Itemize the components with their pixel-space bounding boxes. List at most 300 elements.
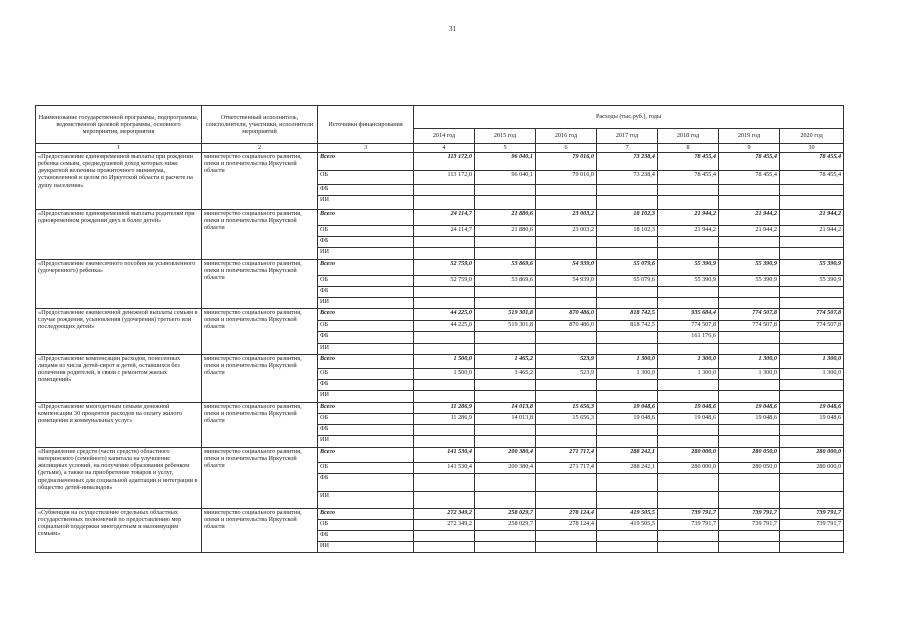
expense-value (658, 531, 719, 542)
table-row (36, 403, 844, 414)
expense-value (597, 237, 658, 248)
expense-value (780, 344, 844, 355)
funding-source: Всего (318, 153, 414, 171)
expense-value (780, 531, 844, 542)
expense-value: 54 939,0 (536, 260, 597, 276)
header-year: 2018 год (658, 129, 719, 144)
expense-value (597, 380, 658, 391)
expense-value (475, 332, 536, 344)
funding-source: ФБ (318, 332, 414, 344)
expense-value (536, 380, 597, 391)
expense-value: 21 880,6 (475, 226, 536, 237)
measure-name: «Предоставление многодетным семьям денежной компенсации 30 процентов расходов на оплату жилого помещения и коммунальных услуг» (36, 403, 202, 448)
expense-value (597, 474, 658, 492)
expense-value: 288 242,1 (597, 463, 658, 474)
expense-value (658, 344, 719, 355)
funding-source: Всего (318, 509, 414, 520)
expense-value: 1 300,0 (658, 355, 719, 369)
expense-value (719, 380, 780, 391)
expense-value (719, 492, 780, 509)
expense-value: 1 300,0 (719, 369, 780, 380)
expense-value (780, 542, 844, 553)
expense-value: 870 486,0 (536, 321, 597, 332)
measure-name: «Предоставление ежемесячной денежной выплаты семьям в случае рождения, усыновления (удочерения) третьего или последующих детей» (36, 309, 202, 355)
expense-value: 19 048,6 (597, 403, 658, 414)
header-year: 2020 год (780, 129, 844, 144)
expense-value: 280 000,0 (658, 448, 719, 463)
expense-value: 870 486,0 (536, 309, 597, 321)
column-index: 8 (658, 144, 719, 153)
funding-source: ФБ (318, 380, 414, 391)
expense-value: 19 048,6 (658, 414, 719, 425)
expense-value: 935 684,4 (658, 309, 719, 321)
funding-source: ОБ (318, 520, 414, 531)
column-index: 2 (202, 144, 318, 153)
expense-value (780, 185, 844, 196)
expense-value: 1 500,0 (414, 369, 475, 380)
expense-value: 774 507,8 (719, 309, 780, 321)
expense-value: 278 124,4 (536, 509, 597, 520)
funding-source: Всего (318, 403, 414, 414)
expense-value (536, 248, 597, 260)
expense-value (475, 185, 536, 196)
expense-value (719, 344, 780, 355)
expense-value: 23 003,2 (536, 210, 597, 226)
table-row (36, 153, 844, 171)
expense-value (414, 531, 475, 542)
header-name: Наименование государственной программы, подпрограммы, ведомственной целевой программы, основного мероприятия, мероприятия (36, 106, 202, 144)
column-index: 7 (597, 144, 658, 153)
header-year: 2014 год (414, 129, 475, 144)
expense-value (536, 474, 597, 492)
expense-value (414, 391, 475, 403)
expense-value (780, 196, 844, 210)
expense-value: 1 300,0 (658, 369, 719, 380)
funding-source: Всего (318, 448, 414, 463)
expense-value (475, 391, 536, 403)
expense-value: 200 380,4 (475, 448, 536, 463)
expense-value (719, 332, 780, 344)
expense-value (719, 436, 780, 448)
expense-value: 519 301,8 (475, 309, 536, 321)
expense-value: 19 048,6 (597, 414, 658, 425)
expense-value: 21 880,6 (475, 210, 536, 226)
expense-value: 739 791,7 (658, 509, 719, 520)
expense-value (719, 237, 780, 248)
expense-value (414, 492, 475, 509)
expense-value (414, 380, 475, 391)
expense-value (719, 298, 780, 309)
expense-value: 280 000,0 (780, 463, 844, 474)
table-row (36, 355, 844, 369)
expense-value: 19 048,6 (719, 403, 780, 414)
expense-value: 96 040,1 (475, 171, 536, 185)
funding-source: ИИ (318, 391, 414, 403)
expense-value (780, 391, 844, 403)
expense-value (597, 248, 658, 260)
expense-value (597, 344, 658, 355)
expense-value (597, 287, 658, 298)
funding-source: ИИ (318, 248, 414, 260)
expense-value (658, 474, 719, 492)
expense-value (780, 436, 844, 448)
expenses-table (35, 105, 844, 553)
expense-value (658, 425, 719, 436)
expense-value (414, 287, 475, 298)
expense-value: 78 455,4 (719, 171, 780, 185)
expense-value (475, 298, 536, 309)
expense-value: 21 944,2 (719, 226, 780, 237)
expense-value (475, 492, 536, 509)
measure-name: «Направление средств (части средств) областного материнского (семейного) капитала на улучшение жилищных условий, на получение образования ребенком (детьми), а также на приобретение товаров и услуг, предназначенных для социальной адаптации и интеграции в общество детей-инвалидов» (36, 448, 202, 509)
expense-value: 19 048,6 (780, 414, 844, 425)
expense-value (719, 542, 780, 553)
expense-value: 774 507,8 (658, 321, 719, 332)
expense-value: 14 013,8 (475, 403, 536, 414)
expense-value (780, 287, 844, 298)
expense-value (719, 425, 780, 436)
expense-value: 21 944,2 (658, 210, 719, 226)
expense-value: 21 944,2 (719, 210, 780, 226)
expense-value (414, 425, 475, 436)
expense-value (597, 298, 658, 309)
expense-value (658, 542, 719, 553)
header-source: Источники финансирования (318, 106, 414, 144)
funding-source: Всего (318, 355, 414, 369)
expense-value: 774 507,8 (780, 309, 844, 321)
expense-value: 18 102,3 (597, 226, 658, 237)
expense-value (597, 531, 658, 542)
expense-value: 818 742,5 (597, 321, 658, 332)
expense-value (780, 332, 844, 344)
expense-value (414, 332, 475, 344)
expense-value (780, 298, 844, 309)
expense-value: 79 016,0 (536, 153, 597, 171)
expense-value (658, 287, 719, 298)
expense-value: 818 742,5 (597, 309, 658, 321)
expense-value (658, 248, 719, 260)
expense-value (475, 542, 536, 553)
expense-value: 52 759,0 (414, 276, 475, 287)
expense-value: 53 869,6 (475, 276, 536, 287)
header-year: 2016 год (536, 129, 597, 144)
expense-value: 78 455,4 (658, 153, 719, 171)
expense-value (414, 248, 475, 260)
expense-value: 739 791,7 (780, 520, 844, 531)
expense-value: 739 791,7 (719, 520, 780, 531)
expense-value: 55 390,9 (719, 260, 780, 276)
expense-value (475, 237, 536, 248)
expense-value (536, 492, 597, 509)
expense-value (597, 492, 658, 509)
expense-value: 419 505,5 (597, 520, 658, 531)
funding-source: ОБ (318, 171, 414, 185)
page-number: 31 (449, 25, 456, 33)
funding-source: ИИ (318, 542, 414, 553)
expense-value: 280 050,0 (719, 463, 780, 474)
expense-value (475, 287, 536, 298)
expense-value: 200 380,4 (475, 463, 536, 474)
expense-value: 55 390,9 (658, 260, 719, 276)
expense-value: 19 048,6 (780, 403, 844, 414)
funding-source: ОБ (318, 414, 414, 425)
expense-value: 54 939,0 (536, 276, 597, 287)
expense-value: 15 656,3 (536, 403, 597, 414)
column-index: 5 (475, 144, 536, 153)
expense-value: 52 759,0 (414, 260, 475, 276)
funding-source: ОБ (318, 226, 414, 237)
expense-value (658, 492, 719, 509)
expense-value: 55 079,6 (597, 260, 658, 276)
expense-value (536, 542, 597, 553)
expense-value: 739 791,7 (658, 520, 719, 531)
funding-source: ФБ (318, 425, 414, 436)
expense-value (719, 531, 780, 542)
header-expenses: Расходы (тыс.руб.), годы (414, 106, 844, 129)
expense-value (780, 474, 844, 492)
expense-value (658, 436, 719, 448)
expense-value (597, 391, 658, 403)
measure-executor: министерство социального развития, опеки и попечительства Иркутской области (202, 355, 318, 403)
header-year: 2019 год (719, 129, 780, 144)
expense-value (414, 436, 475, 448)
expense-value (780, 425, 844, 436)
expense-value (719, 287, 780, 298)
funding-source: ФБ (318, 531, 414, 542)
expense-value: 44 225,0 (414, 309, 475, 321)
expense-value: 55 390,9 (719, 276, 780, 287)
expense-value: 519 301,8 (475, 321, 536, 332)
expense-value (719, 474, 780, 492)
expense-value: 18 102,3 (597, 210, 658, 226)
measure-executor: министерство социального развития, опеки и попечительства Иркутской области (202, 448, 318, 509)
expense-value (414, 237, 475, 248)
expense-value: 1 300,0 (719, 355, 780, 369)
funding-source: ФБ (318, 237, 414, 248)
expense-value: 774 507,8 (719, 321, 780, 332)
expense-value: 11 286,9 (414, 403, 475, 414)
expense-value (719, 391, 780, 403)
expense-value (536, 287, 597, 298)
measure-name: «Предоставление ежемесячного пособия на усыновленного (удочеренного) ребенка» (36, 260, 202, 309)
expense-value: 78 455,4 (658, 171, 719, 185)
expense-value (597, 436, 658, 448)
column-index: 9 (719, 144, 780, 153)
measure-name: «Предоставление компенсации расходов, понесенных лицами из числа детей-сирот и детей, оставшихся без попечения родителей, в связи с ремонтом жилых помещений» (36, 355, 202, 403)
expense-value (536, 196, 597, 210)
funding-source: ИИ (318, 196, 414, 210)
expense-value: 419 505,5 (597, 509, 658, 520)
expense-value (414, 542, 475, 553)
expense-value: 11 286,9 (414, 414, 475, 425)
header-year: 2015 год (475, 129, 536, 144)
expense-value: 739 791,7 (780, 509, 844, 520)
expense-value (414, 185, 475, 196)
funding-source: Всего (318, 260, 414, 276)
expense-value (780, 248, 844, 260)
expense-value (780, 380, 844, 391)
expense-value (780, 237, 844, 248)
table-row (36, 448, 844, 463)
expense-value (597, 185, 658, 196)
column-index: 10 (780, 144, 844, 153)
expense-value: 78 455,4 (719, 153, 780, 171)
expense-value: 1 300,0 (780, 355, 844, 369)
expense-value (658, 380, 719, 391)
column-index: 3 (318, 144, 414, 153)
expense-value (658, 196, 719, 210)
expense-value: 15 656,3 (536, 414, 597, 425)
funding-source: ОБ (318, 321, 414, 332)
table-row (36, 260, 844, 276)
expense-value: 79 016,0 (536, 171, 597, 185)
column-index: 4 (414, 144, 475, 153)
measure-name: «Предоставление единовременной выплаты родителям при одновременном рождении двух и более детей» (36, 210, 202, 260)
expense-value (414, 298, 475, 309)
expense-value: 23 003,2 (536, 226, 597, 237)
expense-value (658, 237, 719, 248)
expense-value: 141 530,4 (414, 463, 475, 474)
funding-source: ИИ (318, 298, 414, 309)
expense-value (536, 531, 597, 542)
expense-value: 141 530,4 (414, 448, 475, 463)
expense-value: 1 465,2 (475, 369, 536, 380)
measure-name: «Предоставление единовременной выплаты при рождении ребенка семьям, среднедушевой доход которых ниже двукратной величины прожиточного минимума, установленной в целом по Иркутской области в расчете на душу населения» (36, 153, 202, 210)
expense-value (658, 298, 719, 309)
measure-executor: министерство социального развития, опеки и попечительства Иркутской области (202, 403, 318, 448)
funding-source: ОБ (318, 276, 414, 287)
table-row (36, 210, 844, 226)
expense-value: 24 114,7 (414, 226, 475, 237)
expense-value: 19 048,6 (719, 414, 780, 425)
funding-source: ОБ (318, 463, 414, 474)
expense-value: 55 079,6 (597, 276, 658, 287)
expense-value: 739 791,7 (719, 509, 780, 520)
expense-value: 1 500,0 (414, 355, 475, 369)
funding-source: ИИ (318, 436, 414, 448)
expense-value (475, 474, 536, 492)
expense-value: 113 172,0 (414, 153, 475, 171)
funding-source: ОБ (318, 369, 414, 380)
expense-value: 78 455,4 (780, 153, 844, 171)
expense-value: 280 050,0 (719, 448, 780, 463)
funding-source: ФБ (318, 185, 414, 196)
expense-value: 271 717,4 (536, 448, 597, 463)
expense-value (719, 185, 780, 196)
expense-value: 272 349,2 (414, 509, 475, 520)
expense-value (597, 542, 658, 553)
header-executor: Ответственный исполнитель, соисполнители, участники, исполнители мероприятий (202, 106, 318, 144)
expense-value: 523,9 (536, 369, 597, 380)
expense-value: 73 238,4 (597, 153, 658, 171)
expense-value (475, 425, 536, 436)
expense-value (536, 332, 597, 344)
column-index: 1 (36, 144, 202, 153)
expense-value: 280 000,0 (658, 463, 719, 474)
measure-executor: министерство социального развития, опеки и попечительства Иркутской области (202, 309, 318, 355)
expense-value: 1 300,0 (780, 369, 844, 380)
expense-value (780, 492, 844, 509)
expense-value (536, 237, 597, 248)
expense-value (536, 185, 597, 196)
expense-value: 55 390,9 (780, 276, 844, 287)
expense-value: 14 013,8 (475, 414, 536, 425)
expense-value: 1 300,0 (597, 355, 658, 369)
expense-value (719, 196, 780, 210)
expense-value: 1 465,2 (475, 355, 536, 369)
funding-source: ФБ (318, 474, 414, 492)
expense-value (414, 344, 475, 355)
column-index: 6 (536, 144, 597, 153)
expense-value: 21 944,2 (780, 210, 844, 226)
measure-executor: министерство социального развития, опеки и попечительства Иркутской области (202, 260, 318, 309)
funding-source: ИИ (318, 492, 414, 509)
expense-value: 113 172,0 (414, 171, 475, 185)
expense-value: 78 455,4 (780, 171, 844, 185)
funding-source: ФБ (318, 287, 414, 298)
expense-value: 53 869,6 (475, 260, 536, 276)
expense-value (475, 531, 536, 542)
expense-value: 280 000,0 (780, 448, 844, 463)
expense-value (719, 248, 780, 260)
table-row (36, 309, 844, 321)
measure-executor: министерство социального развития, опеки и попечительства Иркутской области (202, 509, 318, 553)
expense-value (475, 436, 536, 448)
expense-value: 258 029,7 (475, 520, 536, 531)
measure-name: «Субвенция на осуществление отдельных областных государственных полномочий по предоставлению мер социальной поддержки многодетным и малоимущим семьям» (36, 509, 202, 553)
expense-value: 1 300,0 (597, 369, 658, 380)
expense-value (658, 185, 719, 196)
funding-source: ИИ (318, 344, 414, 355)
expense-value: 19 048,6 (658, 403, 719, 414)
expense-value (475, 248, 536, 260)
expense-value (475, 196, 536, 210)
expense-value (536, 344, 597, 355)
expense-value (536, 425, 597, 436)
expense-value (597, 332, 658, 344)
expense-value: 96 040,1 (475, 153, 536, 171)
expense-value (597, 425, 658, 436)
measure-executor: министерство социального развития, опеки и попечительства Иркутской области (202, 210, 318, 260)
expense-value (475, 344, 536, 355)
expense-value: 73 238,4 (597, 171, 658, 185)
header-year: 2017 год (597, 129, 658, 144)
funding-source: Всего (318, 210, 414, 226)
funding-source: Всего (318, 309, 414, 321)
expense-value (414, 474, 475, 492)
expense-value (536, 391, 597, 403)
expense-value: 272 349,2 (414, 520, 475, 531)
expense-value: 271 717,4 (536, 463, 597, 474)
expense-value (536, 298, 597, 309)
expense-value: 278 124,4 (536, 520, 597, 531)
expense-value: 161 176,6 (658, 332, 719, 344)
expense-value: 523,9 (536, 355, 597, 369)
expense-value (597, 196, 658, 210)
table-row (36, 509, 844, 520)
measure-executor: министерство социального развития, опеки и попечительства Иркутской области (202, 153, 318, 210)
expense-value: 21 944,2 (658, 226, 719, 237)
expense-value: 44 225,0 (414, 321, 475, 332)
expense-value: 774 507,8 (780, 321, 844, 332)
expense-value: 24 114,7 (414, 210, 475, 226)
expense-value (658, 391, 719, 403)
expense-value: 21 944,2 (780, 226, 844, 237)
expense-value: 55 390,9 (658, 276, 719, 287)
expense-value: 55 390,9 (780, 260, 844, 276)
expense-value (414, 196, 475, 210)
expense-value: 258 029,7 (475, 509, 536, 520)
